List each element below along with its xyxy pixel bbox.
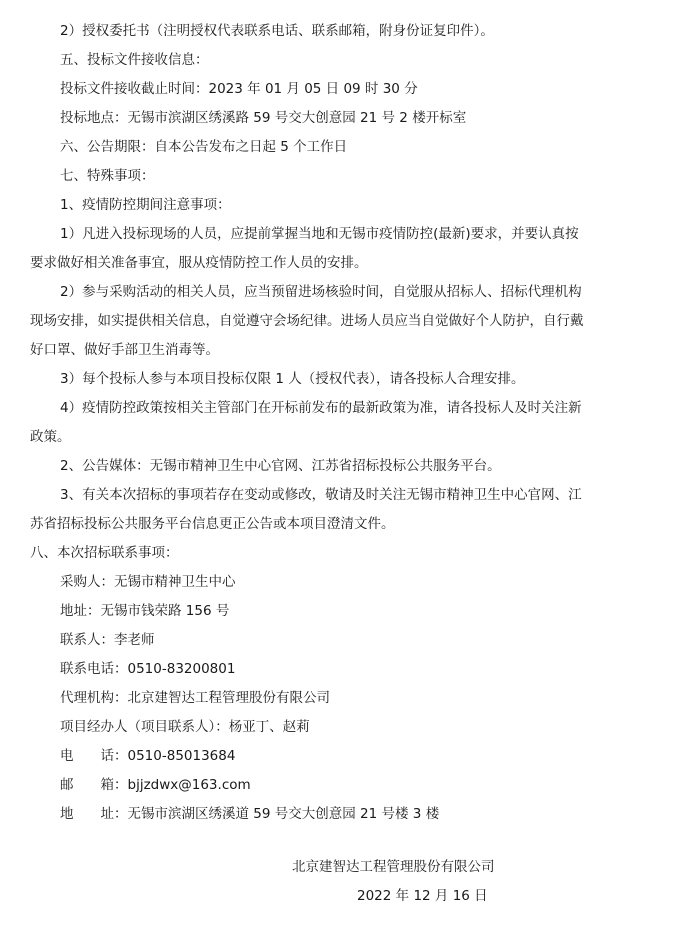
text-line: 3）每个投标人参与本项目投标仅限 1 人（授权代表），请各投标人合理安排。 <box>60 371 525 387</box>
text-line: 苏省招标投标公共服务平台信息更正公告或本项目澄清文件。 <box>30 516 395 532</box>
text-line: 2、公告媒体：无锡市精神卫生中心官网、江苏省招标投标公共服务平台。 <box>60 458 501 474</box>
section-heading: 八、本次招标联系事项： <box>30 545 179 561</box>
text-line: 3、有关本次招标的事项若存在变动或修改，敬请及时关注无锡市精神卫生中心官网、江 <box>60 487 582 503</box>
text-line: 2）参与采购活动的相关人员，应当预留进场核验时间，自觉服从招标人、招标代理机构 <box>60 284 582 300</box>
text-line: 政策。 <box>30 429 71 445</box>
text-line: 好口罩、做好手部卫生消毒等。 <box>30 342 219 358</box>
contact-purchaser: 采购人：无锡市精神卫生中心 <box>60 574 236 590</box>
text-line: 投标文件接收截止时间：2023 年 01 月 05 日 09 时 30 分 <box>60 81 418 97</box>
agency-address: 地 址：无锡市滨湖区绣溪道 59 号交大创意园 21 号楼 3 楼 <box>60 806 440 822</box>
text-line: 投标地点：无锡市滨湖区绣溪路 59 号交大创意园 21 号 2 楼开标室 <box>60 110 467 126</box>
text-line: 现场安排，如实提供相关信息，自觉遵守会场纪律。进场人员应当自觉做好个人防护，自行戴 <box>30 313 584 329</box>
text-line: 要求做好相关准备事宜，服从疫情防控工作人员的安排。 <box>30 255 368 271</box>
contact-address: 地址：无锡市钱荣路 156 号 <box>60 603 230 619</box>
section-heading: 五、投标文件接收信息： <box>60 52 209 68</box>
text-line: 2）授权委托书（注明授权代表联系电话、联系邮箱，附身份证复印件）。 <box>60 23 494 39</box>
agency-email: 邮 箱：bjjzdwx@163.com <box>60 777 251 793</box>
signature-company: 北京建智达工程管理股份有限公司 <box>292 859 495 875</box>
project-contacts: 项目经办人（项目联系人）：杨亚丁、赵莉 <box>60 719 310 735</box>
signature-date: 2022 年 12 月 16 日 <box>357 888 488 904</box>
agency-name: 代理机构：北京建智达工程管理股份有限公司 <box>60 690 330 706</box>
agency-phone: 电 话：0510-85013684 <box>60 748 236 764</box>
contact-phone: 联系电话：0510-83200801 <box>60 661 236 677</box>
text-line: 1、疫情防控期间注意事项： <box>60 197 231 213</box>
text-line: 1）凡进入投标现场的人员，应提前掌握当地和无锡市疫情防控(最新)要求，并要认真按 <box>60 226 579 242</box>
contact-person: 联系人：李老师 <box>60 632 155 648</box>
section-heading: 六、公告期限：自本公告发布之日起 5 个工作日 <box>60 139 348 155</box>
section-heading: 七、特殊事项： <box>60 168 155 184</box>
text-line: 4）疫情防控政策按相关主管部门在开标前发布的最新政策为准，请各投标人及时关注新 <box>60 400 582 416</box>
